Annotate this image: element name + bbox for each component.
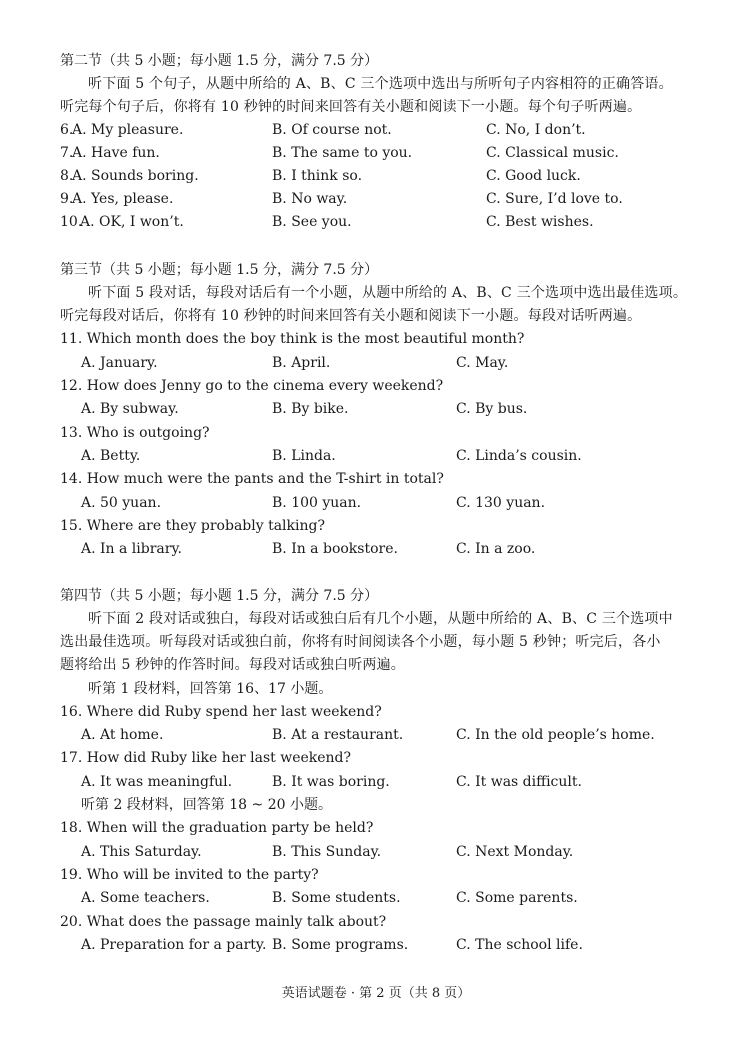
- option-c: C. 130 yuan.: [456, 495, 546, 511]
- option-b: B. By bike.: [272, 401, 349, 417]
- question-stem: 17. How did Ruby like her last weekend?: [60, 750, 352, 766]
- option-c: C. Best wishes.: [486, 214, 594, 230]
- option-c: C. In a zoo.: [456, 541, 536, 557]
- option-a: A. January.: [81, 355, 158, 371]
- section-3-heading: 第三节（共 5 小题；每小题 1.5 分，满分 7.5 分）: [60, 262, 379, 278]
- option-b: B. April.: [272, 355, 331, 371]
- option-b: B. 100 yuan.: [272, 495, 362, 511]
- question-number: 8.: [60, 168, 74, 184]
- option-b: B. The same to you.: [272, 145, 413, 161]
- option-b: B. Some programs.: [272, 937, 409, 953]
- section-3-instruction-line-2: 听完每段对话后，你将有 10 秒钟的时间来回答有关小题和阅读下一小题。每段对话听两遍。: [60, 308, 642, 324]
- question-number: 9.: [60, 191, 74, 207]
- option-c: C. Sure, I’d love to.: [486, 191, 623, 207]
- question-stem: 11. Which month does the boy think is the most beautiful month?: [60, 331, 525, 347]
- question-stem: 14. How much were the pants and the T-shirt in total?: [60, 471, 444, 487]
- option-a: A. By subway.: [81, 401, 179, 417]
- question-stem: 20. What does the passage mainly talk about?: [60, 914, 387, 930]
- option-c: C. Next Monday.: [456, 844, 574, 860]
- option-a: A. Yes, please.: [72, 191, 174, 207]
- option-c: C. By bus.: [456, 401, 528, 417]
- option-b: B. In a bookstore.: [272, 541, 398, 557]
- question-stem: 12. How does Jenny go to the cinema every weekend?: [60, 378, 444, 394]
- option-c: C. May.: [456, 355, 509, 371]
- option-a: A. Preparation for a party.: [81, 937, 267, 953]
- option-a: A. My pleasure.: [72, 122, 184, 138]
- option-a: A. 50 yuan.: [81, 495, 162, 511]
- option-c: C. Good luck.: [486, 168, 581, 184]
- material-1-note: 听第 1 段材料，回答第 16、17 小题。: [88, 681, 333, 697]
- option-b: B. Of course not.: [272, 122, 392, 138]
- option-c: C. No, I don’t.: [486, 122, 586, 138]
- section-4-instruction-line-3: 题将给出 5 秒钟的作答时间。每段对话或独白听两遍。: [60, 657, 406, 673]
- section-4-instruction-line-2: 选出最佳选项。听每段对话或独白前，你将有时间阅读各个小题，每小题 5 秒钟；听完后，各小: [60, 634, 661, 650]
- section-4-instruction-line-1: 听下面 2 段对话或独白，每段对话或独白后有几个小题，从题中所给的 A、B、C 三个选项中: [88, 611, 673, 627]
- option-a: A. OK, I won’t.: [80, 214, 184, 230]
- question-stem: 15. Where are they probably talking?: [60, 518, 325, 534]
- option-c: C. In the old people’s home.: [456, 727, 655, 743]
- option-b: B. No way.: [272, 191, 348, 207]
- section-2-instruction-line-2: 听完每个句子后，你将有 10 秒钟的时间来回答有关小题和阅读下一小题。每个句子听两遍。: [60, 99, 642, 115]
- option-a: A. Have fun.: [72, 145, 160, 161]
- option-c: C. Classical music.: [486, 145, 619, 161]
- question-stem: 19. Who will be invited to the party?: [60, 867, 319, 883]
- section-3-instruction-line-1: 听下面 5 段对话，每段对话后有一个小题，从题中所给的 A、B、C 三个选项中选出最佳选项。: [88, 285, 688, 301]
- option-b: B. It was boring.: [272, 774, 390, 790]
- option-a: A. In a library.: [81, 541, 182, 557]
- question-stem: 13. Who is outgoing?: [60, 425, 210, 441]
- option-c: C. Some parents.: [456, 890, 578, 906]
- option-c: C. Linda’s cousin.: [456, 448, 582, 464]
- section-2-instruction-line-1: 听下面 5 个句子，从题中所给的 A、B、C 三个选项中选出与所听句子内容相符的正确答语。: [88, 76, 673, 92]
- material-2-note: 听第 2 段材料，回答第 18 ~ 20 小题。: [81, 797, 332, 813]
- option-b: B. Some students.: [272, 890, 401, 906]
- question-stem: 16. Where did Ruby spend her last weekend?: [60, 704, 382, 720]
- option-a: A. Sounds boring.: [72, 168, 199, 184]
- page-footer: 英语试题卷 · 第 2 页（共 8 页）: [281, 986, 471, 1001]
- section-2-heading: 第二节（共 5 小题；每小题 1.5 分，满分 7.5 分）: [60, 53, 379, 69]
- option-a: A. Betty.: [81, 448, 141, 464]
- question-number: 7.: [60, 145, 74, 161]
- option-b: B. At a restaurant.: [272, 727, 404, 743]
- option-c: C. The school life.: [456, 937, 583, 953]
- option-a: A. This Saturday.: [81, 844, 202, 860]
- option-a: A. Some teachers.: [81, 890, 210, 906]
- section-4-heading: 第四节（共 5 小题；每小题 1.5 分，满分 7.5 分）: [60, 588, 379, 604]
- option-b: B. This Sunday.: [272, 844, 382, 860]
- option-c: C. It was difficult.: [456, 774, 582, 790]
- question-number: 10.: [60, 214, 83, 230]
- option-b: B. I think so.: [272, 168, 363, 184]
- option-a: A. At home.: [81, 727, 164, 743]
- option-b: B. Linda.: [272, 448, 336, 464]
- option-a: A. It was meaningful.: [81, 774, 233, 790]
- question-stem: 18. When will the graduation party be held?: [60, 820, 374, 836]
- question-number: 6.: [60, 122, 74, 138]
- option-b: B. See you.: [272, 214, 352, 230]
